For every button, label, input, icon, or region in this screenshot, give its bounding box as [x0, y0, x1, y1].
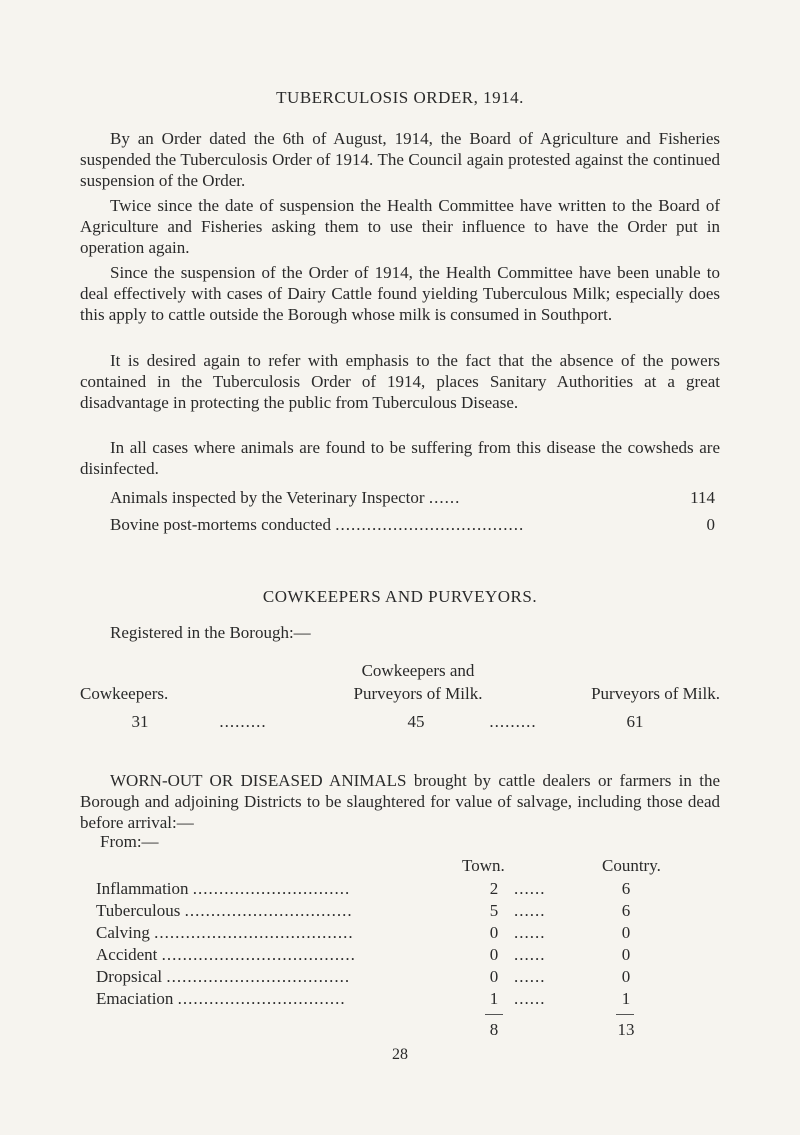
- total-town: 8: [489, 1020, 499, 1039]
- row-town: 2: [489, 879, 499, 898]
- row-town: 5: [489, 901, 499, 920]
- col-dots: .........: [219, 712, 267, 731]
- stat-value-post-mortems: 0: [706, 515, 715, 534]
- paragraph-dairy-cattle: Since the suspension of the Order of 1914, the Health Committee have been unable to deal effectively with cases of Dairy Cattle found yielding Tuberculous Milk; especially does this apply to cattle outside the Borough whose milk is consumed in Southport.: [80, 263, 720, 324]
- stat-value-inspected: 114: [690, 488, 715, 507]
- table-row: [96, 901, 716, 923]
- col2-label-line1: Cowkeepers and: [361, 661, 475, 680]
- row-country: 1: [621, 989, 631, 1008]
- col1-value: 31: [131, 712, 149, 731]
- row-label: Inflammation ..............................: [96, 879, 351, 898]
- row-country: 0: [621, 945, 631, 964]
- row-town: 1: [489, 989, 499, 1008]
- total-rule-town: [485, 1014, 503, 1015]
- stat-line-post-mortems: [110, 515, 524, 535]
- from-label: From:—: [100, 832, 159, 851]
- table-row: [96, 967, 716, 989]
- row-label: Accident .....................................: [96, 945, 356, 964]
- row-country: 0: [621, 967, 631, 986]
- col2-value: 45: [407, 712, 425, 731]
- stat-label: Bovine post-mortems conducted: [110, 515, 331, 534]
- table-row: [96, 989, 716, 1011]
- row-country: 0: [621, 923, 631, 942]
- total-rule-country: [616, 1014, 634, 1015]
- row-dots: ......: [514, 945, 546, 964]
- row-town: 0: [489, 945, 499, 964]
- row-dots: ......: [514, 901, 546, 920]
- row-dots: ......: [514, 879, 546, 898]
- row-town: 0: [489, 967, 499, 986]
- col3-value: 61: [626, 712, 644, 731]
- table-row: [96, 879, 716, 901]
- row-label: Dropsical ...................................: [96, 967, 351, 986]
- row-label: Calving ......................................: [96, 923, 354, 942]
- registered-intro: Registered in the Borough:—: [110, 623, 311, 642]
- row-dots: ......: [514, 923, 546, 942]
- cowkeepers-heading: COWKEEPERS AND PURVEYORS.: [262, 587, 538, 606]
- paragraph-emphasis: It is desired again to refer with emphasis to the fact that the absence of the powers contained in the Tuberculosis Order of 1914, places Sanitary Authorities at a great disadvantage in protecting the public from Tuberculous Disease.: [80, 351, 720, 412]
- town-header: Town.: [462, 856, 505, 875]
- country-header: Country.: [602, 856, 661, 875]
- stat-dots: ....................................: [335, 515, 525, 534]
- col2-label-line2: Purveyors of Milk.: [353, 684, 483, 703]
- paragraph-suspension: By an Order dated the 6th of August, 1914, the Board of Agriculture and Fisheries suspended the Tuberculosis Order of 1914. The Council again protested against the continued suspension of the Order.: [80, 129, 720, 190]
- col1-label: Cowkeepers.: [80, 684, 169, 703]
- page-number: 28: [392, 1046, 408, 1063]
- total-country: 13: [617, 1020, 635, 1039]
- table-row: [96, 923, 716, 945]
- col-dots: .........: [489, 712, 537, 731]
- table-row: [96, 945, 716, 967]
- row-dots: ......: [514, 989, 546, 1008]
- col3-label: Purveyors of Milk.: [591, 684, 720, 703]
- row-town: 0: [489, 923, 499, 942]
- paragraph-letters: Twice since the date of suspension the Health Committee have written to the Board of Agriculture and Fisheries asking them to use their influence to have the Order put in operation again.: [80, 196, 720, 257]
- stat-label: Animals inspected by the Veterinary Inspector: [110, 488, 425, 507]
- page-title: TUBERCULOSIS ORDER, 1914.: [276, 88, 524, 107]
- row-dots: ......: [514, 967, 546, 986]
- worn-out-paragraph: WORN-OUT OR DISEASED ANIMALS brought by cattle dealers or farmers in the Borough and adjoining Districts to be slaughtered for value of salvage, including those dead before arrival:—: [80, 771, 720, 832]
- paragraph-disinfection: In all cases where animals are found to be suffering from this disease the cowsheds are disinfected.: [80, 438, 720, 478]
- row-label: Emaciation ................................: [96, 989, 346, 1008]
- stat-line-inspected: [110, 488, 460, 508]
- row-country: 6: [621, 901, 631, 920]
- stat-dots: ......: [428, 488, 461, 507]
- row-country: 6: [621, 879, 631, 898]
- row-label: Tuberculous ................................: [96, 901, 353, 920]
